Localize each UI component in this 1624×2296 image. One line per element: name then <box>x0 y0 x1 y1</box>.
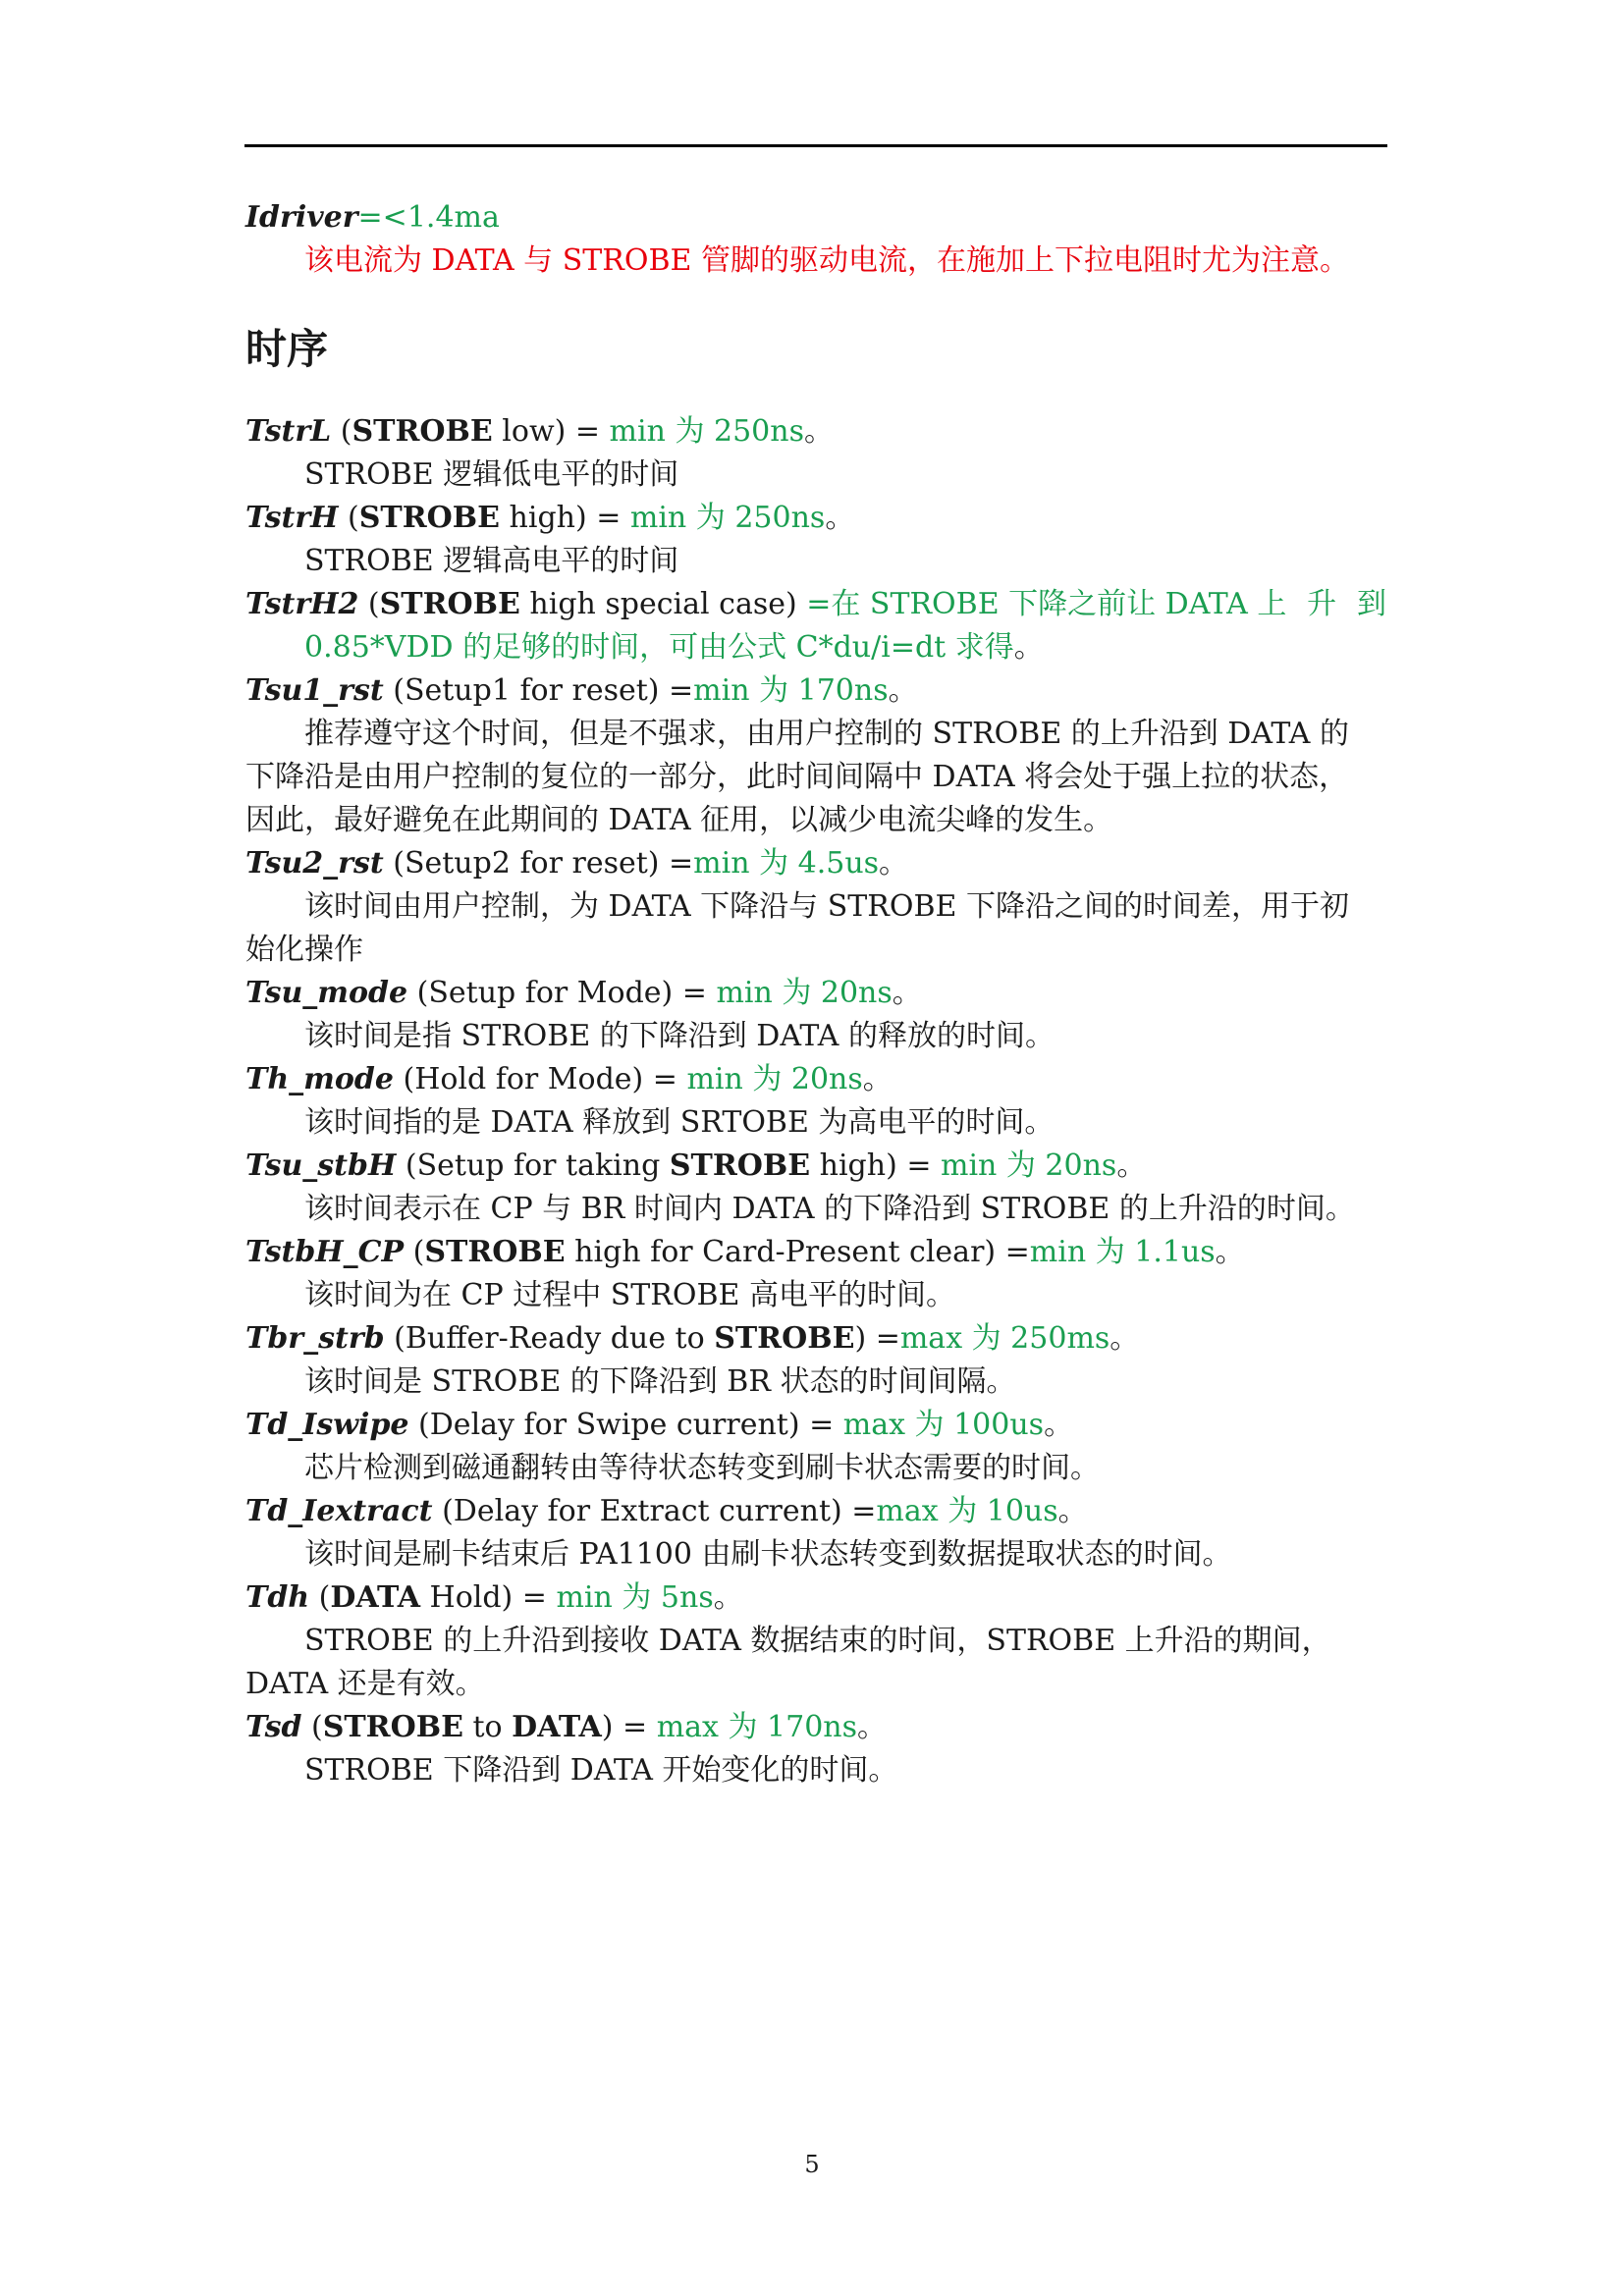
idriver-value: =<1.4ma <box>357 200 500 235</box>
text-part: (Setup for taking <box>396 1148 670 1183</box>
text-part: high for Card-Present clear) = <box>565 1235 1030 1269</box>
bold-part: STROBE <box>379 587 520 621</box>
text-part: 。 <box>888 673 918 708</box>
text-part: high special case) <box>519 587 807 621</box>
entry-tbr-strb <box>245 1317 1386 1361</box>
entry-tdh <box>245 1576 1386 1620</box>
desc-tsu1-1: 推荐遵守这个时间，但是不强求，由用户控制的 STROBE 的上升沿到 DATA 的 <box>304 717 1349 751</box>
bold-part: DATA <box>512 1710 602 1744</box>
desc-td-iswipe: 芯片检测到磁通翻转由等待状态转变到刷卡状态需要的时间。 <box>304 1451 1100 1485</box>
text-part: ) = <box>601 1710 657 1744</box>
text-part: ( <box>338 501 359 535</box>
value-tsu2: min 为 4.5us <box>693 846 880 881</box>
desc-tsu2-1: 该时间由用户控制，为 DATA 下降沿与 STROBE 下降沿之间的时间差，用于初 <box>304 889 1349 924</box>
text-part: to <box>462 1710 513 1744</box>
text-part: 。 <box>1110 1321 1140 1356</box>
value-tstrh2-c: 到 <box>1356 587 1386 621</box>
entry-tstbh-cp <box>245 1231 1386 1274</box>
value-tstrh: min 为 250ns <box>629 501 826 535</box>
desc-tstrh: STROBE 逻辑高电平的时间 <box>304 544 679 578</box>
desc-td-iextract: 该时间是刷卡结束后 PA1100 由刷卡状态转变到数据提取状态的时间。 <box>304 1537 1232 1572</box>
entry-td-iswipe <box>245 1404 1386 1447</box>
bold-part: STROBE <box>352 414 493 449</box>
text-part: ( <box>358 587 380 621</box>
desc-tbr-strb: 该时间是 STROBE 的下降沿到 BR 状态的时间间隔。 <box>304 1364 1016 1399</box>
text-part: (Delay for Extract current) = <box>432 1494 877 1528</box>
idriver-term: Idriver <box>245 200 358 235</box>
bold-part: STROBE <box>669 1148 811 1183</box>
term-tsu2: Tsu2_rst <box>245 846 384 881</box>
entry-tsu2 <box>245 842 1386 885</box>
term-tsd: Tsd <box>245 1710 302 1744</box>
entry-tsu1 <box>245 669 1386 713</box>
desc-tstbh-cp: 该时间为在 CP 过程中 STROBE 高电平的时间。 <box>304 1278 955 1312</box>
term-td-iswipe: Td_Iswipe <box>245 1408 409 1442</box>
term-tstrl: TstrL <box>245 414 332 449</box>
text-part: 。 <box>713 1580 743 1615</box>
entry-tstrh2-main <box>245 583 1286 626</box>
entry-tsd <box>245 1706 1386 1749</box>
text-part: high) = <box>810 1148 941 1183</box>
text-part: ( <box>331 414 352 449</box>
term-tbr-strb: Tbr_strb <box>245 1321 385 1356</box>
entry-tstrl <box>245 410 1386 454</box>
value-tsu-stbh: min 为 20ns <box>941 1148 1117 1183</box>
value-tdh: min 为 5ns <box>556 1580 714 1615</box>
desc-tsd: STROBE 下降沿到 DATA 开始变化的时间。 <box>304 1753 898 1788</box>
entry-td-iextract <box>245 1490 1386 1533</box>
text-part: (Hold for Mode) = <box>393 1062 687 1096</box>
term-td-iextract: Td_Iextract <box>245 1494 433 1528</box>
value-tsu-mode: min 为 20ns <box>716 976 893 1010</box>
text-part: 。 <box>1044 1408 1074 1442</box>
entry-tstrh2-cont <box>245 626 1386 669</box>
text-part: 。 <box>825 501 855 535</box>
text-part: low) = <box>492 414 610 449</box>
value-tstbh-cp: min 为 1.1us <box>1029 1235 1216 1269</box>
text-part: 。 <box>1116 1148 1147 1183</box>
desc-tdh-2: DATA 还是有效。 <box>245 1667 485 1701</box>
value-tbr-strb: max 为 250ms <box>899 1321 1110 1356</box>
value-tstrl: min 为 250ns <box>609 414 804 449</box>
term-tstrh: TstrH <box>245 501 339 535</box>
desc-tsu1-2: 下降沿是由用户控制的复位的一部分，此时间间隔中 DATA 将会处于强上拉的状态， <box>245 760 1349 794</box>
text-part: ( <box>404 1235 425 1269</box>
text-part: 。 <box>1057 1494 1088 1528</box>
bold-part: STROBE <box>424 1235 566 1269</box>
term-tsu-mode: Tsu_mode <box>245 976 408 1010</box>
value-tsd: max 为 170ns <box>656 1710 858 1744</box>
text-part: 。 <box>879 846 909 881</box>
text-part: ) = <box>854 1321 900 1356</box>
value-td-iswipe: max 为 100us <box>842 1408 1045 1442</box>
value-tsu1: min 为 170ns <box>693 673 889 708</box>
desc-tsu1-3: 因此，最好避免在此期间的 DATA 征用，以减少电流尖峰的发生。 <box>245 803 1113 837</box>
document-body <box>245 196 1386 1792</box>
desc-tsu2-2: 始化操作 <box>245 933 363 967</box>
term-tstrh2: TstrH2 <box>245 587 359 621</box>
text-part: ( <box>301 1710 323 1744</box>
text-part: 。 <box>892 976 922 1010</box>
entry-th-mode <box>245 1058 1386 1101</box>
entry-tstrh2 <box>245 583 1386 626</box>
term-th-mode: Th_mode <box>245 1062 394 1096</box>
bold-part: STROBE <box>358 501 500 535</box>
term-tstbh-cp: TstbH_CP <box>245 1235 405 1269</box>
text-part: (Setup2 for reset) = <box>383 846 694 881</box>
value-tstrh2-a: =在 STROBE 下降之前让 DATA 上 <box>806 587 1287 621</box>
idriver-line <box>245 196 1386 240</box>
desc-tsu-stbh: 该时间表示在 CP 与 BR 时间内 DATA 的下降沿到 STROBE 的上升沿的时间。 <box>304 1192 1355 1226</box>
text-part: high) = <box>500 501 630 535</box>
term-tdh: Tdh <box>245 1580 310 1615</box>
text-part: (Buffer-Ready due to <box>384 1321 715 1356</box>
bold-part: DATA <box>330 1580 420 1615</box>
desc-tsu-mode: 该时间是指 STROBE 的下降沿到 DATA 的释放的时间。 <box>304 1019 1055 1053</box>
text-part: Hold) = <box>420 1580 557 1615</box>
text-part: 。 <box>1215 1235 1245 1269</box>
term-tsu1: Tsu1_rst <box>245 673 384 708</box>
entry-tsu-stbh <box>245 1145 1386 1188</box>
text-part: (Setup1 for reset) = <box>383 673 694 708</box>
text-part: 。 <box>862 1062 893 1096</box>
desc-th-mode: 该时间指的是 DATA 释放到 SRTOBE 为高电平的时间。 <box>304 1105 1055 1140</box>
page-number: 5 <box>804 2151 820 2178</box>
desc-tstrl: STROBE 逻辑低电平的时间 <box>304 457 679 492</box>
value-th-mode: min 为 20ns <box>686 1062 863 1096</box>
text-part: (Delay for Swipe current) = <box>408 1408 843 1442</box>
text-part: ( <box>309 1580 331 1615</box>
entry-tsu-mode <box>245 972 1386 1015</box>
entry-tstrh <box>245 497 1386 540</box>
text-part: (Setup for Mode) = <box>407 976 717 1010</box>
bold-part: STROBE <box>714 1321 855 1356</box>
section-title-timing: 时序 <box>245 325 329 373</box>
desc-tdh-1: STROBE 的上升沿到接收 DATA 数据结束的时间，STROBE 上升沿的期间， <box>304 1624 1331 1658</box>
value-tstrh2-d: 0.85*VDD 的足够的时间，可由公式 C*du/i=dt 求得 <box>304 630 1014 665</box>
idriver-note: 该电流为 DATA 与 STROBE 管脚的驱动电流，在施加上下拉电阻时尤为注意。 <box>304 243 1349 278</box>
text-part: 。 <box>1013 630 1044 665</box>
value-td-iextract: max 为 10us <box>876 1494 1058 1528</box>
header-rule <box>244 144 1387 147</box>
value-tstrh2-b: 升 <box>1307 587 1337 621</box>
term-tsu-stbh: Tsu_stbH <box>245 1148 397 1183</box>
bold-part: STROBE <box>322 1710 463 1744</box>
text-part: 。 <box>803 414 834 449</box>
text-part: 。 <box>857 1710 888 1744</box>
